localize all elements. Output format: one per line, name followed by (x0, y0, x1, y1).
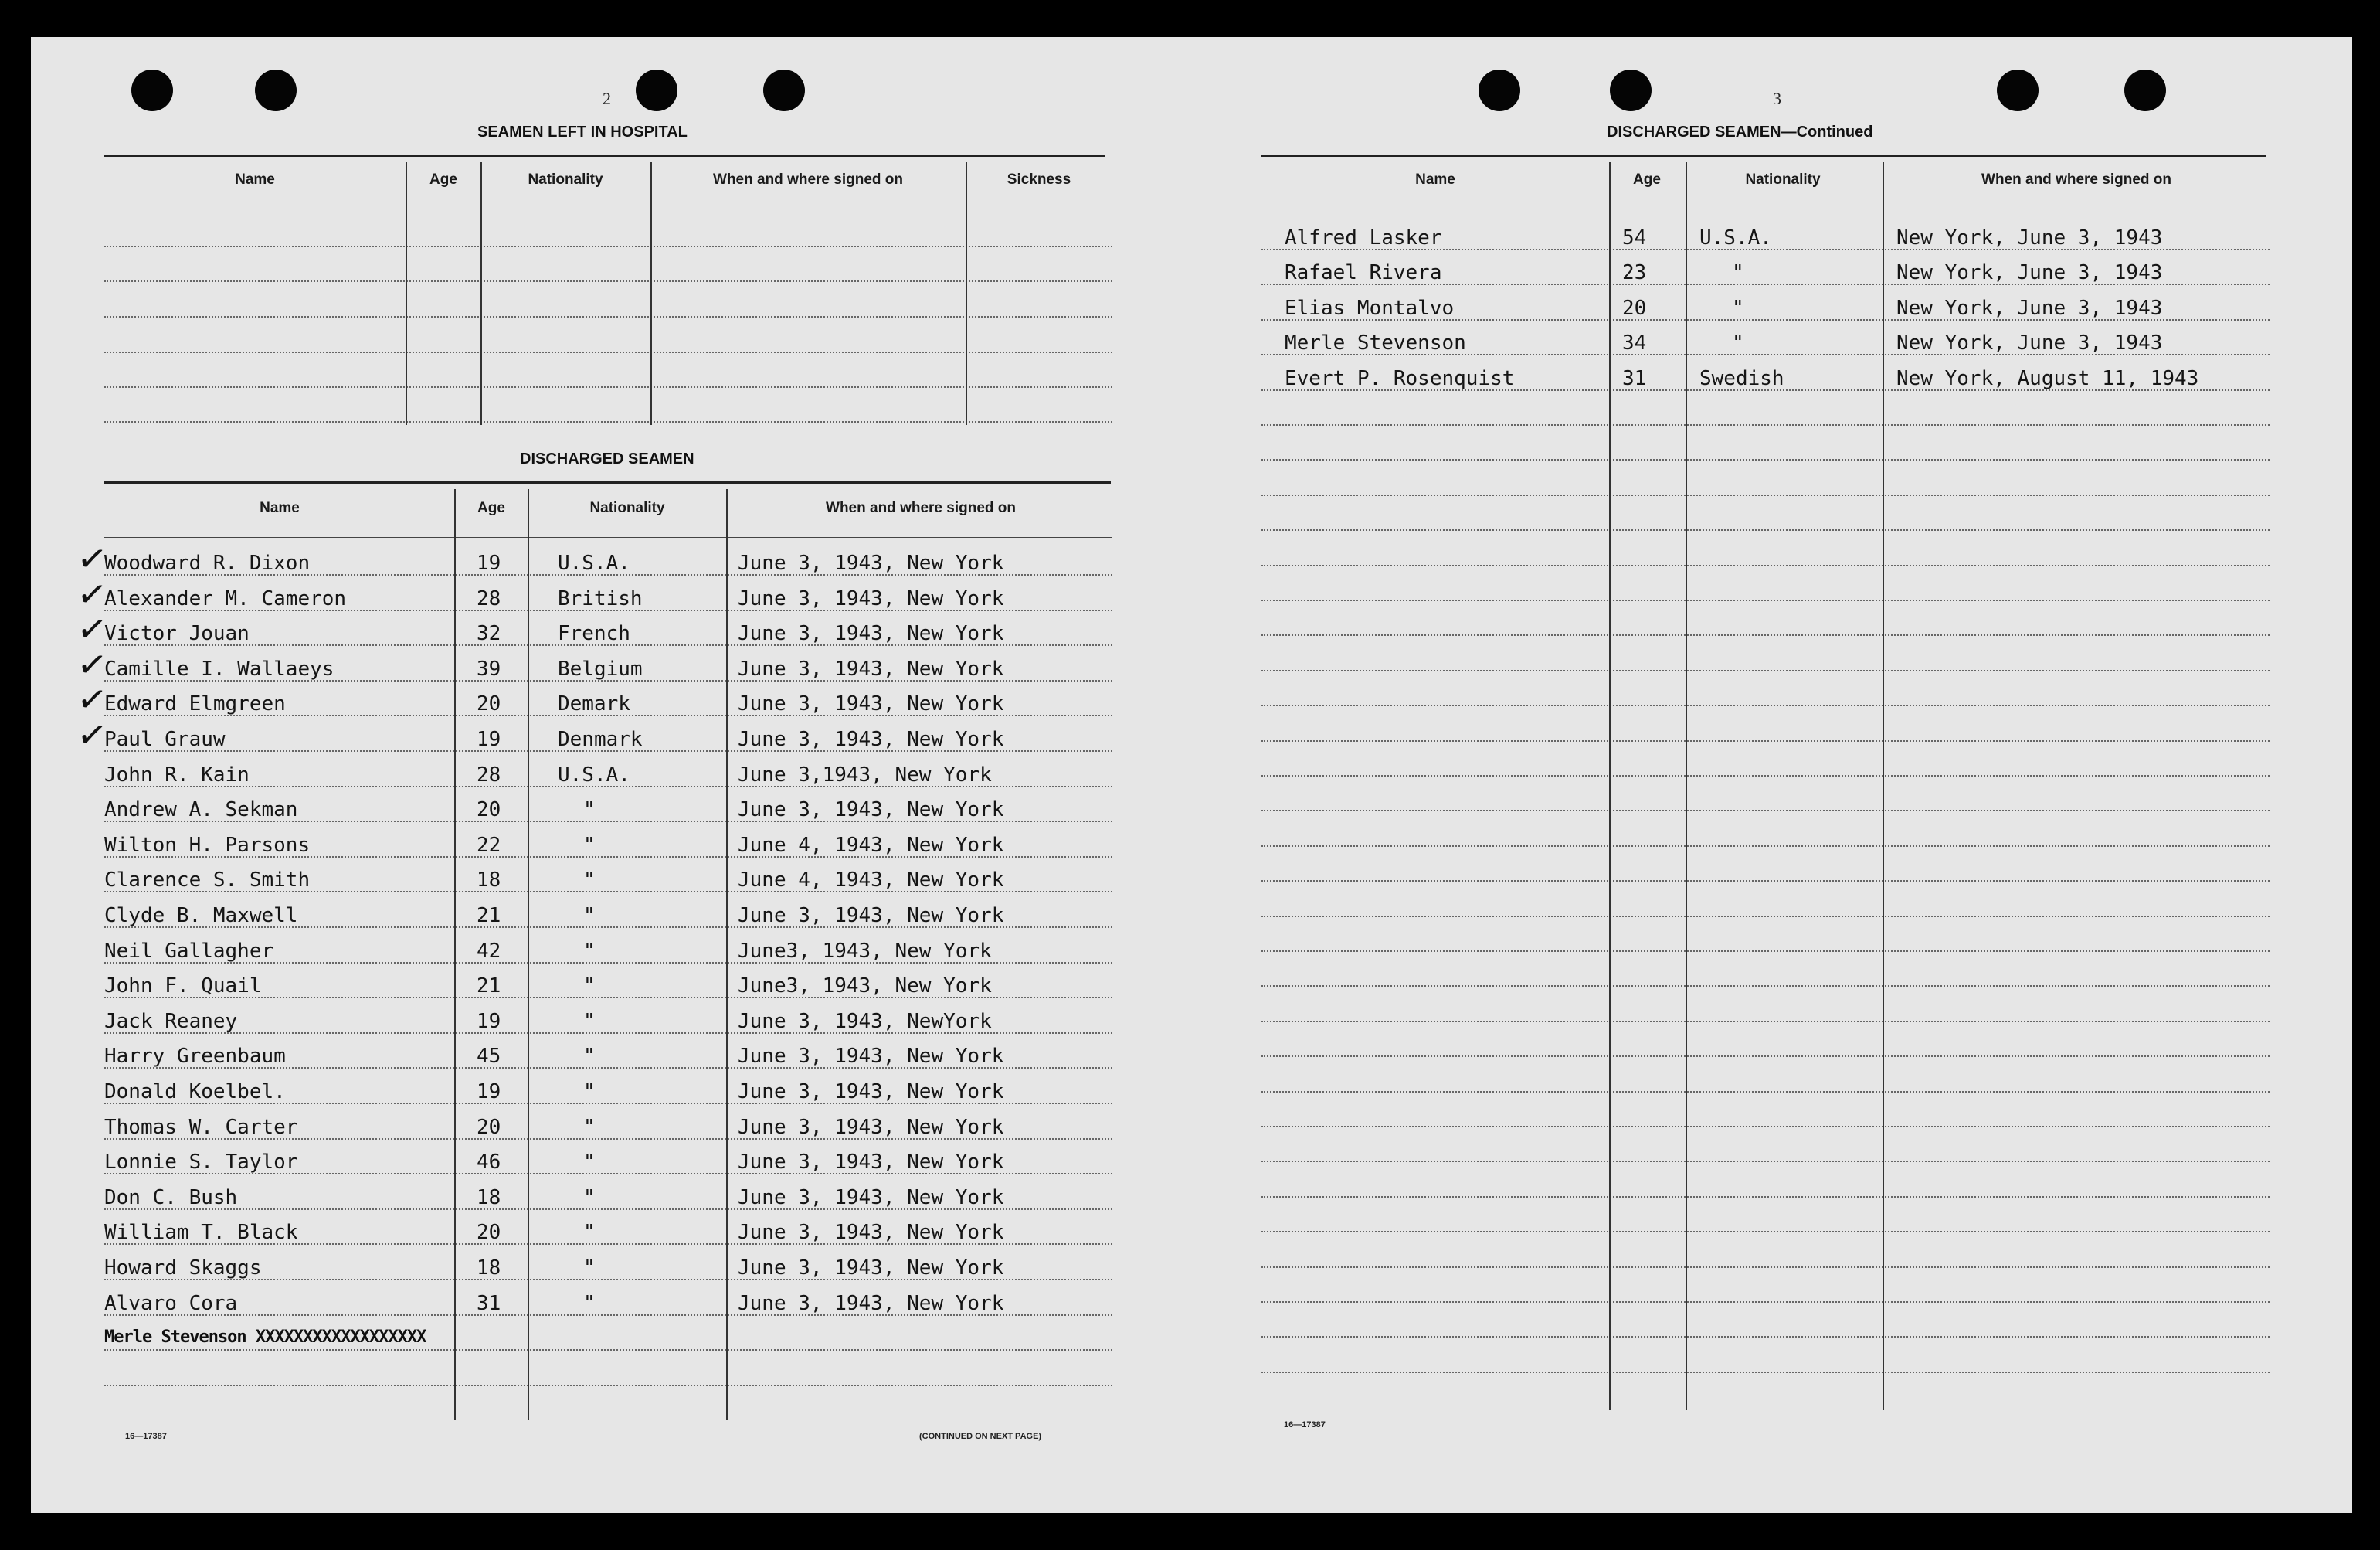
seaman-nationality: " (583, 1045, 596, 1068)
seaman-name: John F. Quail (104, 974, 262, 998)
seaman-nationality: " (583, 1116, 596, 1139)
row-line (1261, 985, 2270, 987)
punch-hole (1997, 70, 2039, 111)
seaman-age: 19 (477, 1080, 501, 1103)
checkmark-icon: ✓ (74, 641, 110, 688)
row-line (1261, 1055, 2270, 1057)
column-header: Name (260, 500, 300, 516)
page-number: 3 (1773, 89, 1781, 108)
seaman-nationality: Swedish (1699, 367, 1784, 390)
signed-on: New York, June 3, 1943 (1896, 331, 2163, 355)
row-line (104, 1385, 1112, 1386)
seaman-age: 28 (477, 587, 501, 610)
column-header: Nationality (589, 500, 665, 516)
signed-on: June 3, 1943, New York (738, 622, 1004, 645)
signed-on: June 3,1943, New York (738, 763, 992, 787)
row-line (1261, 845, 2270, 847)
seaman-name: Don C. Bush (104, 1186, 238, 1209)
seaman-name: Victor Jouan (104, 622, 250, 645)
seaman-nationality: " (583, 940, 596, 963)
column-header: Sickness (1007, 172, 1071, 188)
seaman-name: Camille I. Wallaeys (104, 658, 334, 681)
signed-on: June 3, 1943, New York (738, 1151, 1004, 1174)
seaman-age: 32 (477, 622, 501, 645)
punch-hole (2124, 70, 2166, 111)
discharged-section-title: DISCHARGED SEAMEN (520, 450, 694, 467)
row-line (1261, 1301, 2270, 1303)
seaman-nationality: " (583, 798, 596, 821)
row-line (1261, 1266, 2270, 1268)
seaman-nationality: " (583, 1080, 596, 1103)
seaman-age: 18 (477, 1186, 501, 1209)
seaman-age: 23 (1622, 261, 1647, 284)
seaman-nationality: Belgium (558, 658, 643, 681)
seaman-age: 45 (477, 1045, 501, 1068)
row-line (1261, 705, 2270, 706)
seaman-name: Neil Gallagher (104, 940, 274, 963)
column-header: When and where signed on (826, 500, 1016, 516)
punch-hole (1610, 70, 1652, 111)
signed-on: June 4, 1943, New York (738, 834, 1004, 857)
seaman-nationality: " (583, 868, 596, 892)
seaman-age: 21 (477, 974, 501, 998)
seaman-age: 20 (477, 1116, 501, 1139)
column-header: Name (1415, 172, 1455, 188)
signed-on: June3, 1943, New York (738, 974, 992, 998)
row-line (1261, 1231, 2270, 1232)
seaman-age: 54 (1622, 226, 1647, 250)
seaman-nationality: " (1732, 331, 1744, 355)
form-number: 16—17387 (1284, 1420, 1326, 1429)
seaman-name: Paul Grauw (104, 728, 226, 751)
row-line (1261, 1021, 2270, 1022)
seaman-name: Woodward R. Dixon (104, 552, 311, 575)
column-header: When and where signed on (1981, 172, 2171, 188)
signed-on: June 3, 1943, New York (738, 728, 1004, 751)
seaman-nationality: British (558, 587, 643, 610)
seaman-name: Wilton H. Parsons (104, 834, 311, 857)
punch-hole (131, 70, 173, 111)
seaman-age: 22 (477, 834, 501, 857)
seaman-age: 21 (477, 904, 501, 927)
row-line (104, 1349, 1112, 1351)
column-header: Name (235, 172, 275, 188)
continued-note: (CONTINUED ON NEXT PAGE) (919, 1432, 1042, 1441)
seaman-age: 20 (477, 1221, 501, 1244)
seaman-age: 19 (477, 728, 501, 751)
seaman-nationality: " (583, 974, 596, 998)
column-header: Nationality (528, 172, 603, 188)
seaman-name: Alvaro Cora (104, 1292, 238, 1315)
row-line (1261, 1196, 2270, 1198)
checkmark-icon: ✓ (74, 712, 110, 758)
row-line (1261, 775, 2270, 777)
checkmark-icon: ✓ (74, 606, 110, 652)
seaman-age: 18 (477, 868, 501, 892)
seaman-name: William T. Black (104, 1221, 298, 1244)
column-header: Age (1633, 172, 1661, 188)
row-line (1261, 810, 2270, 811)
signed-on: New York, June 3, 1943 (1896, 261, 2163, 284)
punch-hole (1479, 70, 1520, 111)
checkmark-icon: ✓ (74, 535, 110, 582)
seaman-nationality: U.S.A. (558, 552, 630, 575)
checkmark-icon: ✓ (74, 571, 110, 617)
seaman-age: 20 (477, 692, 501, 716)
seaman-name: Elias Montalvo (1285, 297, 1455, 320)
row-line (1261, 424, 2270, 426)
seaman-nationality: U.S.A. (558, 763, 630, 787)
signed-on: June 3, 1943, New York (738, 587, 1004, 610)
seaman-nationality: " (583, 1292, 596, 1315)
row-line (1261, 565, 2270, 566)
seaman-age: 20 (477, 798, 501, 821)
seaman-name: Clyde B. Maxwell (104, 904, 298, 927)
seaman-age: 31 (477, 1292, 501, 1315)
column-header: Age (429, 172, 457, 188)
seaman-name: Evert P. Rosenquist (1285, 367, 1515, 390)
column-header: Nationality (1745, 172, 1821, 188)
signed-on: June 3, 1943, New York (738, 1080, 1004, 1103)
signed-on: June3, 1943, New York (738, 940, 992, 963)
seaman-name: Donald Koelbel. (104, 1080, 286, 1103)
seaman-nationality: " (583, 904, 596, 927)
seaman-nationality: " (583, 1151, 596, 1174)
row-line (1261, 459, 2270, 461)
row-line (1261, 1336, 2270, 1338)
seaman-name: Jack Reaney (104, 1010, 238, 1033)
seaman-age: 34 (1622, 331, 1647, 355)
column-header: Age (477, 500, 505, 516)
seaman-name: Harry Greenbaum (104, 1045, 286, 1068)
signed-on: June 3, 1943, NewYork (738, 1010, 992, 1033)
signed-on: June 3, 1943, New York (738, 1256, 1004, 1280)
seaman-nationality: " (1732, 261, 1744, 284)
signed-on: June 3, 1943, New York (738, 1116, 1004, 1139)
seaman-nationality: Demark (558, 692, 630, 716)
seaman-name: Howard Skaggs (104, 1256, 262, 1280)
struck-entry: Merle Stevenson XXXXXXXXXXXXXXXXXX (104, 1327, 426, 1347)
page-number: 2 (603, 89, 611, 108)
seaman-nationality: " (583, 1186, 596, 1209)
column-header: When and where signed on (713, 172, 903, 188)
row-line (1261, 1372, 2270, 1373)
signed-on: June 3, 1943, New York (738, 658, 1004, 681)
seaman-nationality: " (583, 834, 596, 857)
signed-on: June 3, 1943, New York (738, 1292, 1004, 1315)
seaman-nationality: U.S.A. (1699, 226, 1772, 250)
seaman-name: Edward Elmgreen (104, 692, 286, 716)
seaman-age: 46 (477, 1151, 501, 1174)
signed-on: June 4, 1943, New York (738, 868, 1004, 892)
row-line (1261, 600, 2270, 601)
seaman-name: Alexander M. Cameron (104, 587, 347, 610)
signed-on: June 3, 1943, New York (738, 1045, 1004, 1068)
signed-on: New York, August 11, 1943 (1896, 367, 2199, 390)
row-line (1261, 1091, 2270, 1093)
row-line (1261, 529, 2270, 531)
row-line (1261, 634, 2270, 636)
seaman-nationality: " (583, 1256, 596, 1280)
continued-section-title: DISCHARGED SEAMEN—Continued (1607, 124, 1873, 141)
row-line (1261, 670, 2270, 671)
signed-on: June 3, 1943, New York (738, 1186, 1004, 1209)
row-line (1261, 495, 2270, 496)
signed-on: June 3, 1943, New York (738, 798, 1004, 821)
seaman-name: John R. Kain (104, 763, 250, 787)
punch-hole (763, 70, 805, 111)
seaman-nationality: " (1732, 297, 1744, 320)
seaman-age: 19 (477, 1010, 501, 1033)
seaman-nationality: " (583, 1221, 596, 1244)
signed-on: June 3, 1943, New York (738, 692, 1004, 716)
seaman-nationality: " (583, 1010, 596, 1033)
punch-hole (636, 70, 677, 111)
checkmark-icon: ✓ (74, 676, 110, 722)
signed-on: New York, June 3, 1943 (1896, 297, 2163, 320)
signed-on: June 3, 1943, New York (738, 1221, 1004, 1244)
seaman-age: 18 (477, 1256, 501, 1280)
row-line (1261, 1126, 2270, 1127)
signed-on: June 3, 1943, New York (738, 904, 1004, 927)
form-number: 16—17387 (125, 1432, 167, 1441)
punch-hole (255, 70, 297, 111)
seaman-age: 20 (1622, 297, 1647, 320)
row-line (1261, 880, 2270, 882)
seaman-age: 39 (477, 658, 501, 681)
row-line (1261, 740, 2270, 742)
signed-on: New York, June 3, 1943 (1896, 226, 2163, 250)
seaman-name: Thomas W. Carter (104, 1116, 298, 1139)
seaman-age: 31 (1622, 367, 1647, 390)
seaman-age: 42 (477, 940, 501, 963)
row-line (1261, 1161, 2270, 1162)
seaman-nationality: French (558, 622, 630, 645)
seaman-nationality: Denmark (558, 728, 643, 751)
seaman-age: 28 (477, 763, 501, 787)
hospital-section-title: SEAMEN LEFT IN HOSPITAL (477, 124, 688, 141)
seaman-name: Andrew A. Sekman (104, 798, 298, 821)
seaman-name: Clarence S. Smith (104, 868, 311, 892)
seaman-name: Rafael Rivera (1285, 261, 1442, 284)
row-line (1261, 916, 2270, 917)
signed-on: June 3, 1943, New York (738, 552, 1004, 575)
row-line (1261, 950, 2270, 952)
seaman-age: 19 (477, 552, 501, 575)
seaman-name: Alfred Lasker (1285, 226, 1442, 250)
seaman-name: Merle Stevenson (1285, 331, 1466, 355)
seaman-name: Lonnie S. Taylor (104, 1151, 298, 1174)
